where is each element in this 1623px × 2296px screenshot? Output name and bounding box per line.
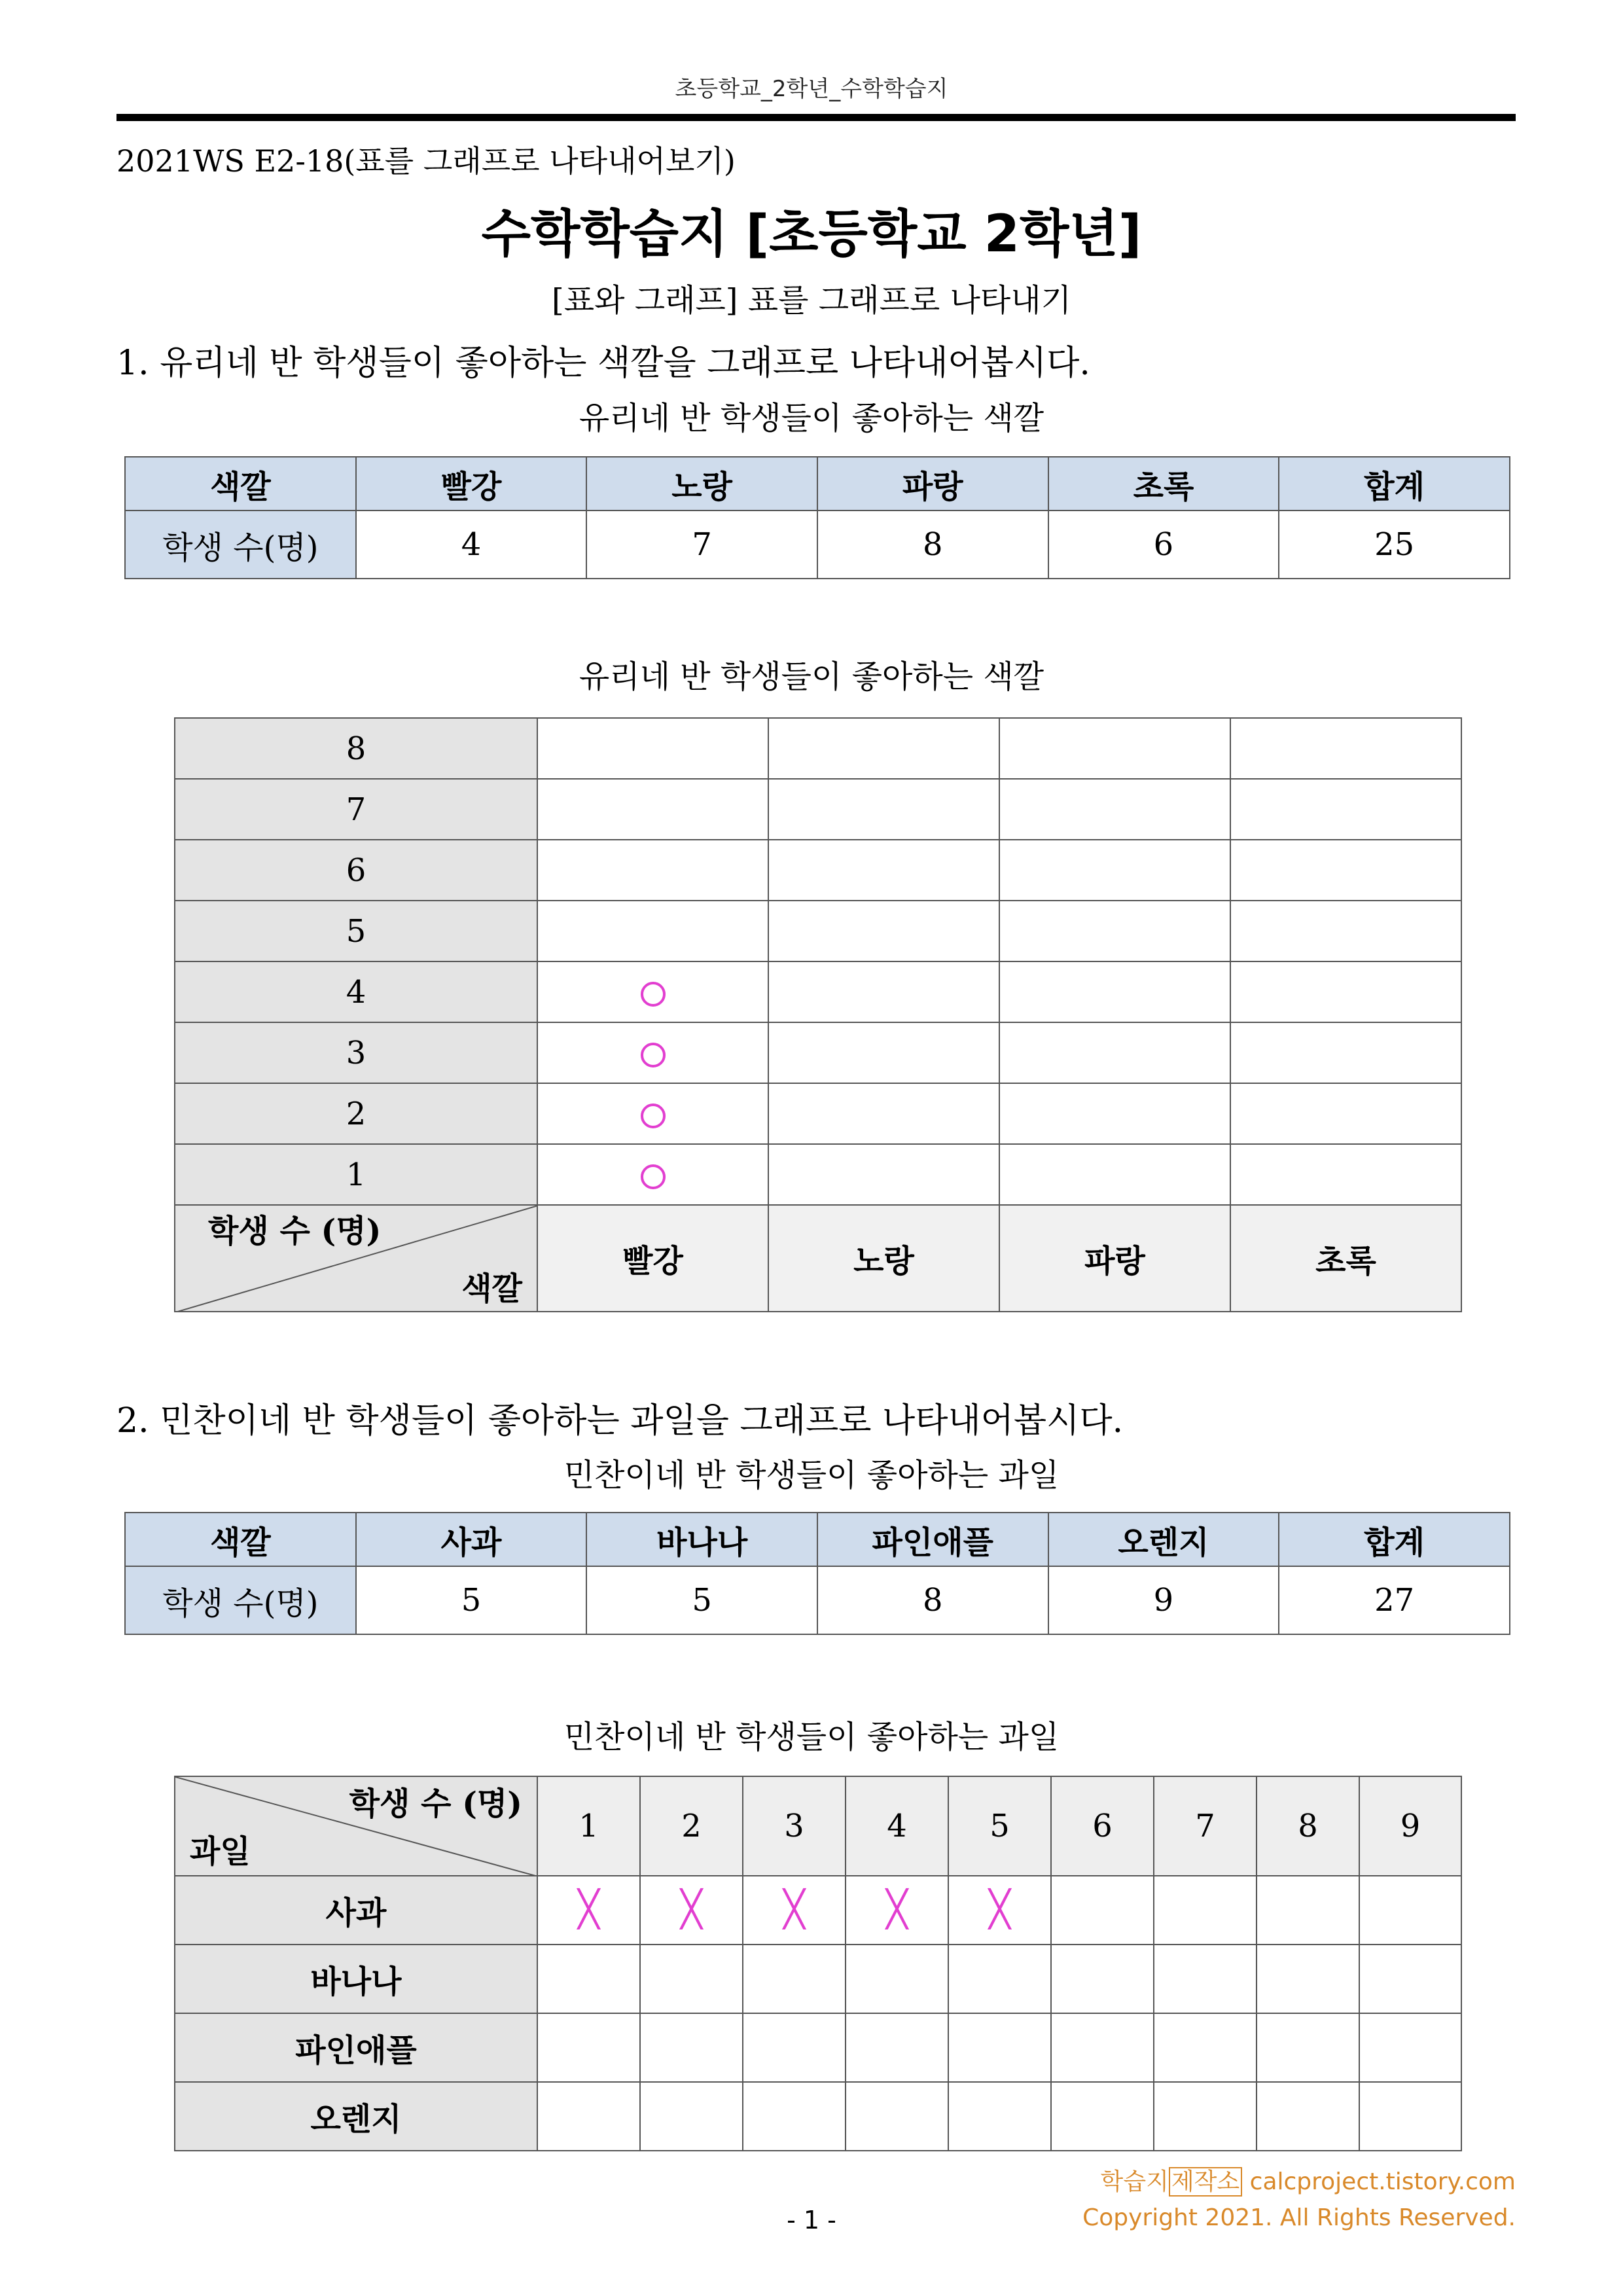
q1-graph-cell[interactable] bbox=[768, 901, 999, 961]
footer-brand bbox=[1101, 2163, 1516, 2197]
q1-graph-cell[interactable] bbox=[999, 1022, 1230, 1083]
q1-graph-cell[interactable] bbox=[999, 1144, 1230, 1205]
circle-mark-icon bbox=[641, 982, 666, 1007]
q2-graph-category: 오렌지 bbox=[175, 2082, 537, 2151]
q2-graph-cell[interactable] bbox=[1051, 2082, 1154, 2151]
q2-graph-cell[interactable] bbox=[1257, 1945, 1359, 2013]
q1-table-header: 빨강 bbox=[356, 457, 587, 511]
q1-graph-cell[interactable] bbox=[537, 1144, 768, 1205]
q1-graph-cell[interactable] bbox=[999, 1083, 1230, 1144]
q1-graph-cell[interactable] bbox=[999, 840, 1230, 901]
brand-prefix: 학습지 bbox=[1100, 2168, 1169, 2195]
q1-graph-cell[interactable] bbox=[1230, 961, 1461, 1022]
q2-table-caption: 민찬이네 반 학생들이 좋아하는 과일 bbox=[563, 1457, 1060, 1494]
q1-graph-category: 초록 bbox=[1230, 1205, 1461, 1312]
q2-graph-cell[interactable] bbox=[1359, 1945, 1461, 2013]
q2-table-row-label: 학생 수(명) bbox=[125, 1566, 356, 1634]
q2-question: 2. 민찬이네 반 학생들이 좋아하는 과일을 그래프로 나타내어봅시다. bbox=[116, 1401, 1124, 1441]
q2-table-header: 오렌지 bbox=[1048, 1513, 1279, 1566]
q2-graph-corner bbox=[175, 1776, 537, 1876]
q2-graph-cell[interactable] bbox=[1154, 1945, 1257, 2013]
q2-graph-x-label: 2 bbox=[640, 1776, 743, 1876]
q1-graph-cell[interactable] bbox=[768, 1022, 999, 1083]
q2-graph-cell[interactable] bbox=[948, 1876, 1051, 1945]
x-mark-icon: ╳ bbox=[783, 1888, 805, 1929]
q2-graph-cell[interactable] bbox=[743, 1876, 846, 1945]
q1-graph-cell[interactable] bbox=[768, 961, 999, 1022]
q2-graph-cell[interactable] bbox=[1257, 1876, 1359, 1945]
q2-graph-cell[interactable] bbox=[948, 1945, 1051, 2013]
q1-graph-y-label: 4 bbox=[175, 961, 537, 1022]
q1-graph-cell[interactable] bbox=[999, 961, 1230, 1022]
q1-graph-y-label: 5 bbox=[175, 901, 537, 961]
q2-frequency-table bbox=[124, 1512, 1510, 1635]
q1-table-cell: 4 bbox=[356, 511, 587, 579]
q2-graph-cell[interactable] bbox=[743, 2013, 846, 2082]
q2-graph-x-label: 5 bbox=[948, 1776, 1051, 1876]
q1-graph-cell[interactable] bbox=[1230, 901, 1461, 961]
q1-graph-cell[interactable] bbox=[999, 779, 1230, 840]
q1-graph-cell[interactable] bbox=[537, 901, 768, 961]
q2-graph-cell[interactable] bbox=[1154, 1876, 1257, 1945]
q1-graph-y-label: 8 bbox=[175, 718, 537, 779]
q1-graph-cell[interactable] bbox=[537, 1022, 768, 1083]
q2-table-cell: 9 bbox=[1048, 1566, 1279, 1634]
q1-graph-y-label: 1 bbox=[175, 1144, 537, 1205]
q1-graph-cell[interactable] bbox=[999, 718, 1230, 779]
q2-graph-caption: 민찬이네 반 학생들이 좋아하는 과일 bbox=[563, 1719, 1060, 1755]
q2-graph-cell[interactable] bbox=[743, 2082, 846, 2151]
q2-graph-cell[interactable] bbox=[1154, 2013, 1257, 2082]
brand-url: calcproject.tistory.com bbox=[1242, 2168, 1516, 2195]
q1-question: 1. 유리네 반 학생들이 좋아하는 색깔을 그래프로 나타내어봅시다. bbox=[116, 344, 1090, 383]
q1-table-header: 노랑 bbox=[586, 457, 817, 511]
q2-graph-cell[interactable] bbox=[537, 1876, 640, 1945]
circle-mark-icon bbox=[641, 1103, 666, 1128]
q2-graph-cell[interactable] bbox=[640, 2013, 743, 2082]
q1-graph-y-label: 6 bbox=[175, 840, 537, 901]
q2-graph-cell[interactable] bbox=[743, 1945, 846, 2013]
q1-corner-bottom: 색깔 bbox=[461, 1270, 522, 1307]
q2-graph-cell[interactable] bbox=[846, 1945, 948, 2013]
q2-graph-cell[interactable] bbox=[1257, 2082, 1359, 2151]
q1-graph-corner bbox=[175, 1205, 537, 1312]
q2-graph-cell[interactable] bbox=[846, 2082, 948, 2151]
q1-graph-cell[interactable] bbox=[768, 718, 999, 779]
q2-graph-cell[interactable] bbox=[1051, 1876, 1154, 1945]
q2-graph-cell[interactable] bbox=[640, 2082, 743, 2151]
q2-graph-x-label: 3 bbox=[743, 1776, 846, 1876]
q1-graph-cell[interactable] bbox=[537, 779, 768, 840]
x-mark-icon: ╳ bbox=[989, 1888, 1010, 1929]
q2-graph-cell[interactable] bbox=[948, 2082, 1051, 2151]
q2-table-header: 바나나 bbox=[586, 1513, 817, 1566]
page-number: - 1 - bbox=[787, 2206, 836, 2234]
q2-graph-cell[interactable] bbox=[640, 1876, 743, 1945]
q1-graph-y-label: 7 bbox=[175, 779, 537, 840]
q2-graph-cell[interactable] bbox=[1051, 2013, 1154, 2082]
q2-corner-top: 학생 수 (명) bbox=[349, 1785, 522, 1822]
q2-graph-cell[interactable] bbox=[640, 1945, 743, 2013]
q2-table-cell: 27 bbox=[1279, 1566, 1510, 1634]
q2-table-header: 색깔 bbox=[125, 1513, 356, 1566]
header-rule bbox=[116, 114, 1516, 121]
q1-graph-cell[interactable] bbox=[537, 718, 768, 779]
q2-graph bbox=[174, 1776, 1462, 2151]
q2-graph-cell[interactable] bbox=[537, 2082, 640, 2151]
running-header: 초등학교_2학년_수학학습지 bbox=[675, 76, 948, 102]
q2-graph-cell[interactable] bbox=[948, 2013, 1051, 2082]
q1-graph-category: 빨강 bbox=[537, 1205, 768, 1312]
q1-table-cell: 6 bbox=[1048, 511, 1279, 579]
q2-graph-x-label: 6 bbox=[1051, 1776, 1154, 1876]
q1-table-header: 합계 bbox=[1279, 457, 1510, 511]
q2-graph-x-label: 9 bbox=[1359, 1776, 1461, 1876]
q1-table-caption: 유리네 반 학생들이 좋아하는 색깔 bbox=[579, 400, 1044, 437]
q1-frequency-table bbox=[124, 456, 1510, 579]
q2-graph-cell[interactable] bbox=[846, 2013, 948, 2082]
q2-graph-cell[interactable] bbox=[1359, 2013, 1461, 2082]
q2-table-header: 합계 bbox=[1279, 1513, 1510, 1566]
q1-graph-cell[interactable] bbox=[1230, 718, 1461, 779]
circle-mark-icon bbox=[641, 1164, 666, 1189]
q2-graph-category: 파인애플 bbox=[175, 2013, 537, 2082]
q2-graph-x-label: 1 bbox=[537, 1776, 640, 1876]
q1-graph-cell[interactable] bbox=[768, 1144, 999, 1205]
q1-graph-cell[interactable] bbox=[768, 840, 999, 901]
q1-graph-cell[interactable] bbox=[768, 1083, 999, 1144]
q1-graph-cell[interactable] bbox=[1230, 1144, 1461, 1205]
q2-graph-cell[interactable] bbox=[1359, 1876, 1461, 1945]
q1-graph-cell[interactable] bbox=[1230, 840, 1461, 901]
sub-title: [표와 그래프] 표를 그래프로 나타내기 bbox=[551, 282, 1071, 319]
q2-graph-x-label: 8 bbox=[1257, 1776, 1359, 1876]
q1-table-row-label: 학생 수(명) bbox=[125, 511, 356, 579]
x-mark-icon: ╳ bbox=[886, 1888, 908, 1929]
q2-table-cell: 5 bbox=[586, 1566, 817, 1634]
q1-graph-category: 노랑 bbox=[768, 1205, 999, 1312]
main-title: 수학학습지 [초등학교 2학년] bbox=[481, 205, 1142, 264]
q1-graph-category: 파랑 bbox=[999, 1205, 1230, 1312]
q1-graph-cell[interactable] bbox=[537, 840, 768, 901]
q1-graph-caption: 유리네 반 학생들이 좋아하는 색깔 bbox=[579, 658, 1044, 695]
q1-table-header: 색깔 bbox=[125, 457, 356, 511]
q2-graph-cell[interactable] bbox=[1154, 2082, 1257, 2151]
q1-table-cell: 25 bbox=[1279, 511, 1510, 579]
worksheet-code: 2021WS E2-18(표를 그래프로 나타내어보기) bbox=[116, 143, 736, 179]
q2-graph-cell[interactable] bbox=[1051, 1945, 1154, 2013]
footer-copyright: Copyright 2021. All Rights Reserved. bbox=[1082, 2204, 1516, 2231]
q2-graph-x-label: 7 bbox=[1154, 1776, 1257, 1876]
q2-graph-cell[interactable] bbox=[1359, 2082, 1461, 2151]
q2-graph-cell[interactable] bbox=[537, 1945, 640, 2013]
q1-table-header: 파랑 bbox=[817, 457, 1048, 511]
q2-table-cell: 8 bbox=[817, 1566, 1048, 1634]
q2-graph-category: 사과 bbox=[175, 1876, 537, 1945]
q1-graph-cell[interactable] bbox=[1230, 1083, 1461, 1144]
x-mark-icon: ╳ bbox=[578, 1888, 599, 1929]
q1-table-header: 초록 bbox=[1048, 457, 1279, 511]
q2-graph-cell[interactable] bbox=[1257, 2013, 1359, 2082]
q2-table-header: 사과 bbox=[356, 1513, 587, 1566]
brand-boxed: 제작소 bbox=[1169, 2167, 1242, 2197]
q1-graph-cell[interactable] bbox=[1230, 1022, 1461, 1083]
q1-table-cell: 8 bbox=[817, 511, 1048, 579]
x-mark-icon: ╳ bbox=[681, 1888, 702, 1929]
circle-mark-icon bbox=[641, 1043, 666, 1067]
q2-graph-cell[interactable] bbox=[537, 2013, 640, 2082]
q1-graph-cell[interactable] bbox=[537, 961, 768, 1022]
q1-graph-cell[interactable] bbox=[1230, 779, 1461, 840]
q2-graph-cell[interactable] bbox=[846, 1876, 948, 1945]
q1-table-cell: 7 bbox=[586, 511, 817, 579]
q1-graph-cell[interactable] bbox=[768, 779, 999, 840]
q2-table-cell: 5 bbox=[356, 1566, 587, 1634]
q1-graph-cell[interactable] bbox=[537, 1083, 768, 1144]
q1-graph-cell[interactable] bbox=[999, 901, 1230, 961]
q2-graph-category: 바나나 bbox=[175, 1945, 537, 2013]
q2-corner-bottom: 과일 bbox=[190, 1833, 251, 1870]
q1-graph-y-label: 2 bbox=[175, 1083, 537, 1144]
q1-graph-y-label: 3 bbox=[175, 1022, 537, 1083]
q1-corner-top: 학생 수 (명) bbox=[208, 1213, 382, 1249]
q1-graph bbox=[174, 717, 1462, 1312]
q2-table-header: 파인애플 bbox=[817, 1513, 1048, 1566]
q2-graph-x-label: 4 bbox=[846, 1776, 948, 1876]
